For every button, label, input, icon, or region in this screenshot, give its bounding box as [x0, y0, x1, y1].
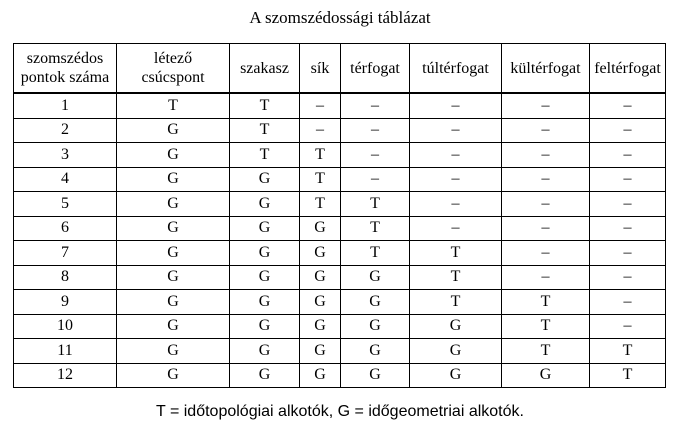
table-cell: G [230, 339, 300, 364]
table-cell: – [502, 192, 590, 217]
table-cell: G [117, 216, 230, 241]
table-cell: – [341, 118, 410, 143]
column-header [341, 44, 410, 94]
column-header [502, 44, 590, 94]
header-row [14, 44, 666, 94]
table-cell: T [410, 241, 502, 266]
table-cell: 7 [14, 241, 117, 266]
table-cell: 8 [14, 265, 117, 290]
table-cell: 1 [14, 93, 117, 118]
table-cell: G [341, 339, 410, 364]
footnote: T = időtopológiai alkotók, G = időgeometriai alkotók. [156, 403, 524, 420]
column-header [14, 44, 117, 94]
table-cell: – [590, 241, 666, 266]
table-cell: G [300, 339, 341, 364]
table-row [14, 192, 666, 217]
table-cell: T [590, 363, 666, 388]
table-cell: – [410, 216, 502, 241]
table-cell: – [502, 216, 590, 241]
table-cell: T [502, 314, 590, 339]
table-cell: – [410, 143, 502, 168]
column-header [590, 44, 666, 94]
table-cell: – [502, 241, 590, 266]
table-row [14, 339, 666, 364]
column-header-line: csúcspont [141, 69, 205, 86]
table-cell: – [502, 265, 590, 290]
table-cell: 11 [14, 339, 117, 364]
table-cell: G [230, 363, 300, 388]
table-cell: – [410, 93, 502, 118]
table-cell: G [117, 363, 230, 388]
table-cell: T [230, 143, 300, 168]
table-cell: T [117, 93, 230, 118]
table-cell: G [230, 167, 300, 192]
table-cell: G [230, 241, 300, 266]
table-cell: T [300, 143, 341, 168]
table-title: A szomszédossági táblázat [249, 8, 431, 27]
table-cell: G [300, 265, 341, 290]
table-cell: T [300, 167, 341, 192]
table-cell: G [117, 265, 230, 290]
column-header-line: szomszédos [26, 50, 104, 67]
table-cell: G [300, 241, 341, 266]
table-row [14, 265, 666, 290]
column-header-line: pontok száma [20, 69, 110, 86]
table-cell: G [341, 290, 410, 315]
column-header-line: szakasz [240, 59, 289, 77]
table-cell: 4 [14, 167, 117, 192]
table-cell: G [117, 118, 230, 143]
table-row [14, 167, 666, 192]
table-cell: 10 [14, 314, 117, 339]
table-cell: – [590, 265, 666, 290]
table-cell: G [341, 363, 410, 388]
table-cell: – [590, 216, 666, 241]
table-cell: – [502, 93, 590, 118]
table-row [14, 216, 666, 241]
table-cell: G [230, 314, 300, 339]
table-row [14, 241, 666, 266]
table-cell: – [590, 167, 666, 192]
table-cell: G [502, 363, 590, 388]
table-cell: – [410, 192, 502, 217]
column-header-line: kültérfogat [510, 59, 581, 77]
table-cell: – [502, 143, 590, 168]
table-cell: T [410, 265, 502, 290]
table-cell: T [502, 290, 590, 315]
column-header-line: létező [153, 50, 193, 67]
table-cell: G [117, 314, 230, 339]
column-header [410, 44, 502, 94]
column-header-line: sík [310, 59, 330, 77]
column-header-line: túltérfogat [422, 59, 489, 77]
table-cell: G [117, 167, 230, 192]
table-cell: – [341, 143, 410, 168]
table-row [14, 290, 666, 315]
adjacency-table [13, 43, 666, 388]
table-cell: – [300, 93, 341, 118]
table-cell: – [590, 290, 666, 315]
column-header [300, 44, 341, 94]
table-row [14, 314, 666, 339]
table-cell: G [300, 314, 341, 339]
table-cell: – [502, 167, 590, 192]
table-cell: 3 [14, 143, 117, 168]
table-cell: – [590, 118, 666, 143]
table-cell: 2 [14, 118, 117, 143]
table-cell: 6 [14, 216, 117, 241]
table-cell: – [502, 118, 590, 143]
table-cell: G [230, 290, 300, 315]
table-cell: G [230, 216, 300, 241]
table-cell: T [341, 192, 410, 217]
table-cell: G [410, 314, 502, 339]
table-cell: – [590, 143, 666, 168]
table-cell: T [590, 339, 666, 364]
column-header-line: feltérfogat [594, 59, 661, 77]
table-cell: – [410, 167, 502, 192]
table-row [14, 363, 666, 388]
table-cell: T [502, 339, 590, 364]
table-cell: G [117, 339, 230, 364]
table-cell: 5 [14, 192, 117, 217]
column-header [117, 44, 230, 94]
table-cell: 12 [14, 363, 117, 388]
table-cell: 9 [14, 290, 117, 315]
table-cell: T [341, 241, 410, 266]
table-cell: G [117, 290, 230, 315]
table-cell: G [300, 363, 341, 388]
table-cell: T [341, 216, 410, 241]
column-header [230, 44, 300, 94]
table-row [14, 143, 666, 168]
table-cell: G [117, 143, 230, 168]
table-cell: – [341, 93, 410, 118]
table-cell: – [590, 93, 666, 118]
table-cell: G [300, 290, 341, 315]
table-cell: G [230, 192, 300, 217]
table-cell: G [117, 241, 230, 266]
table-cell: G [341, 265, 410, 290]
column-header-line: térfogat [350, 59, 400, 77]
table-cell: – [300, 118, 341, 143]
table-cell: – [590, 314, 666, 339]
table-row [14, 93, 666, 118]
table-cell: T [300, 192, 341, 217]
table-cell: G [410, 363, 502, 388]
table-body [14, 93, 666, 388]
table-cell: – [590, 192, 666, 217]
table-cell: T [230, 93, 300, 118]
table-cell: G [117, 192, 230, 217]
table-cell: G [230, 265, 300, 290]
table-cell: T [410, 290, 502, 315]
table-cell: T [230, 118, 300, 143]
table-cell: – [410, 118, 502, 143]
table-cell: G [410, 339, 502, 364]
table-cell: – [341, 167, 410, 192]
table-cell: G [300, 216, 341, 241]
table-row [14, 118, 666, 143]
table-cell: G [341, 314, 410, 339]
